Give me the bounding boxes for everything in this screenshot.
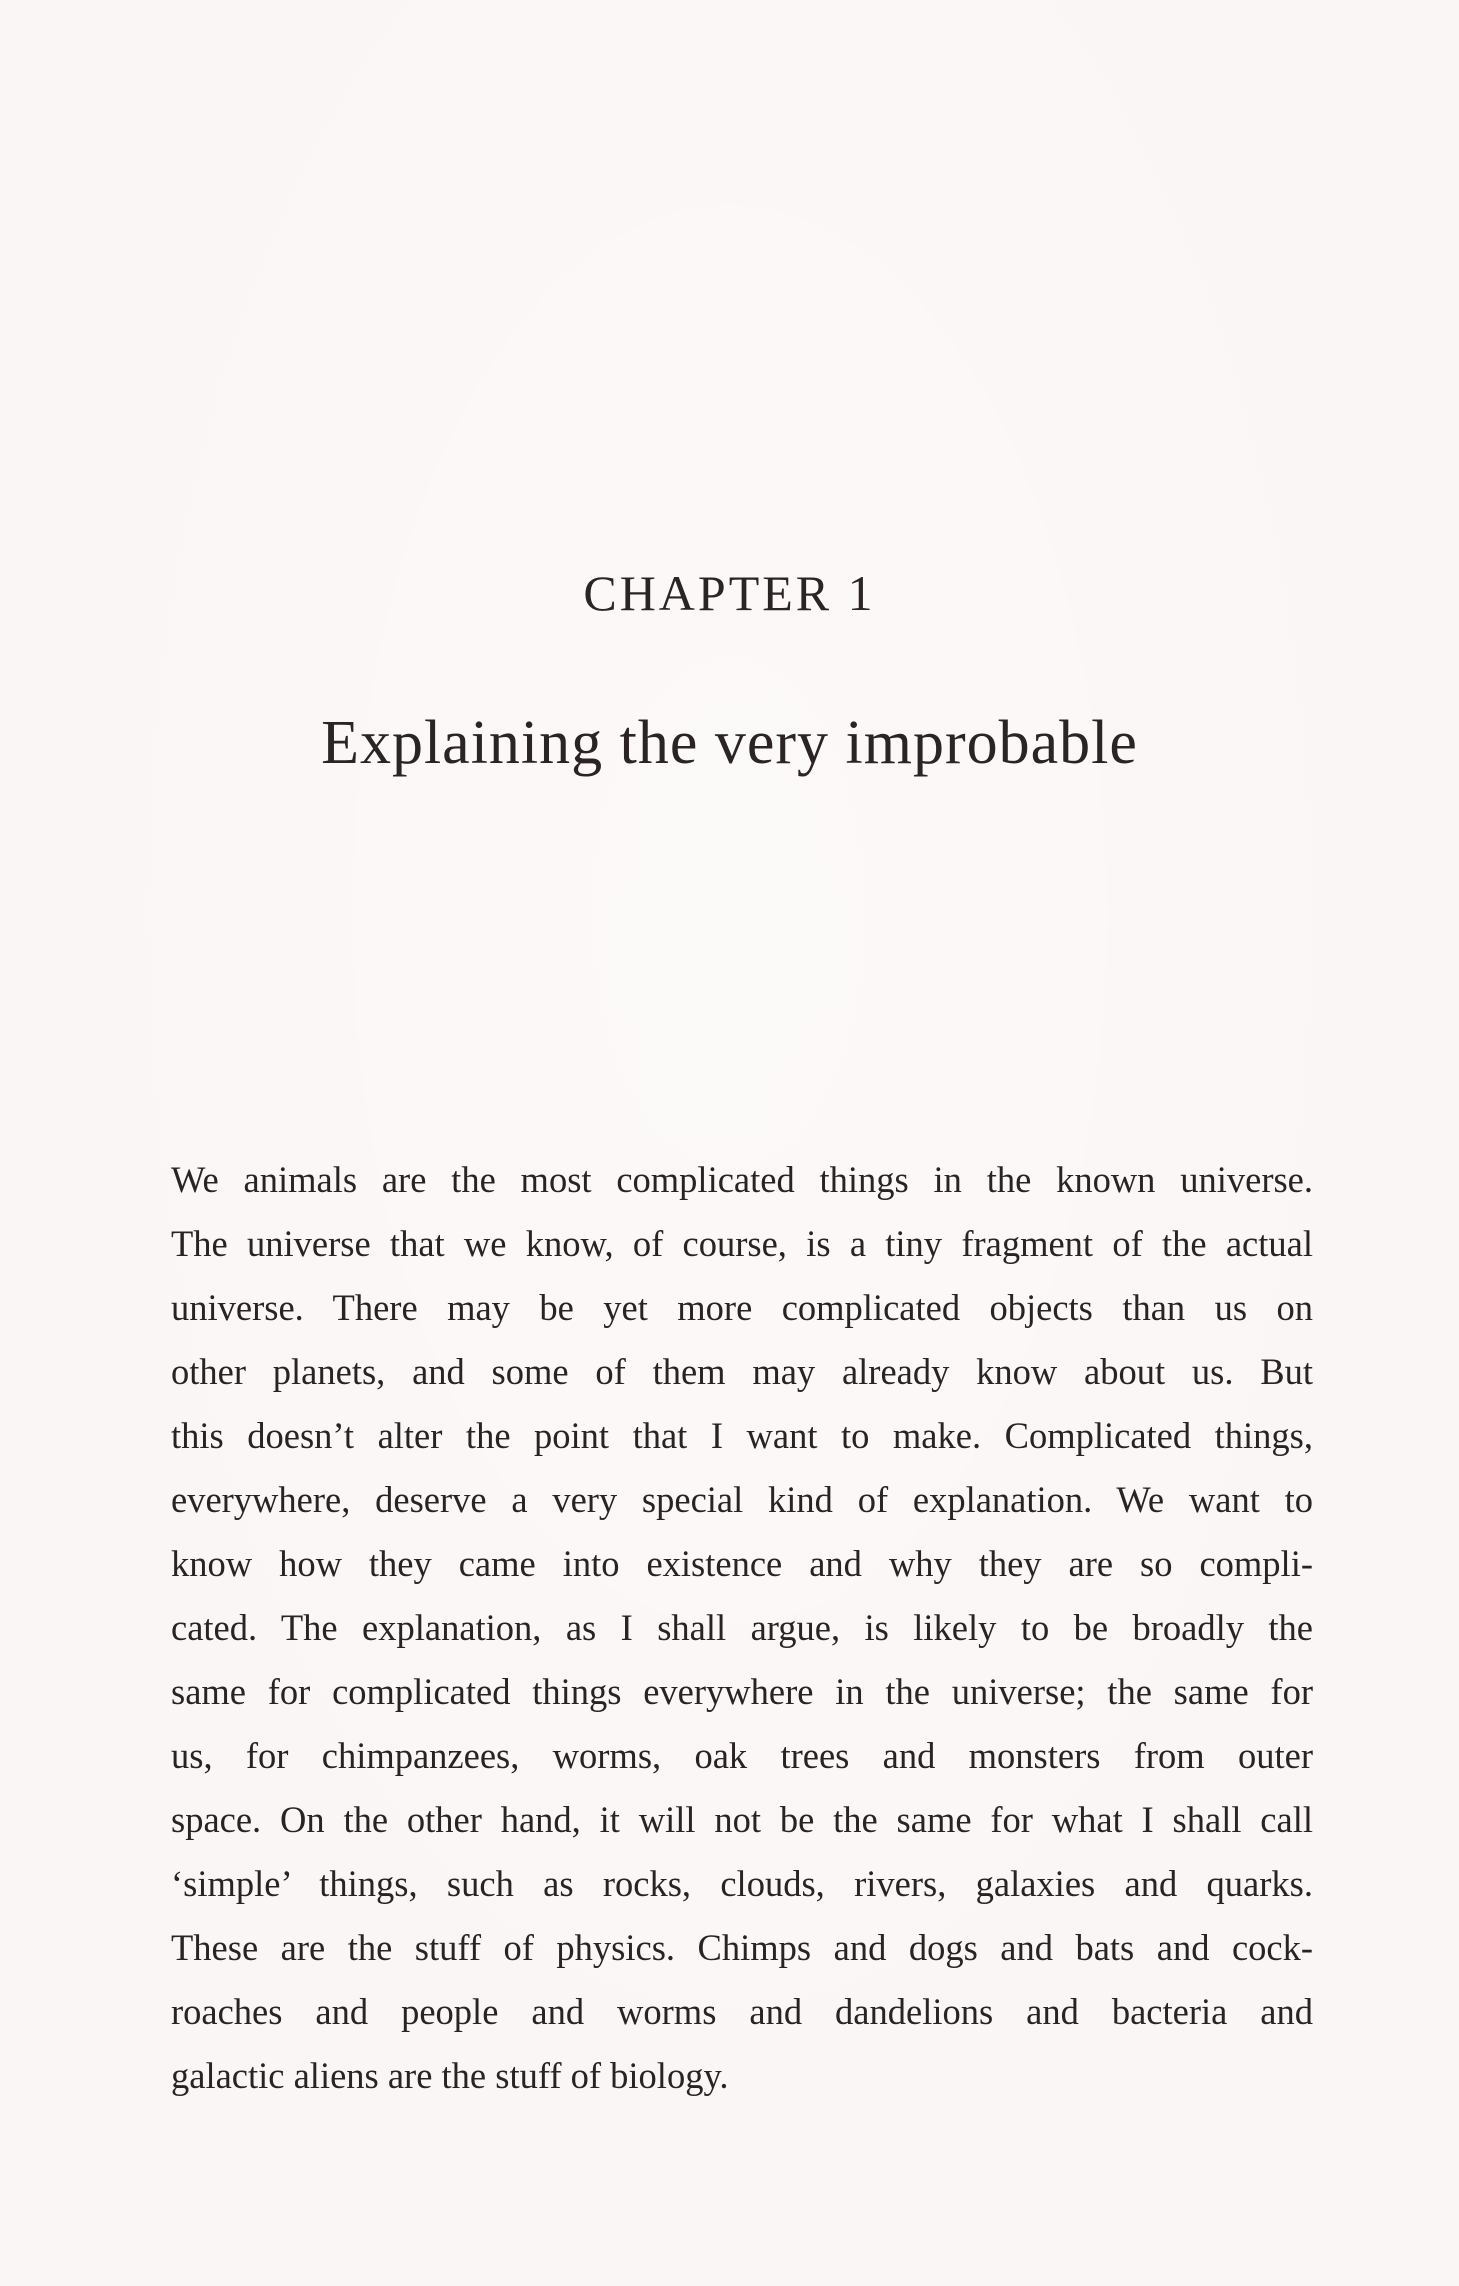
paragraph-line: this doesn’t alter the point that I want to make. Complicated things, (171, 1415, 1313, 1456)
paragraph-line: us, for chimpanzees, worms, oak trees and monsters from outer (171, 1735, 1313, 1776)
chapter-title: Explaining the very improbable (321, 709, 1138, 777)
paragraph-line: We animals are the most complicated things in the known universe. (171, 1159, 1313, 1200)
paragraph-line: universe. There may be yet more complicated objects than us on (171, 1287, 1313, 1328)
paragraph-line: other planets, and some of them may already know about us. But (171, 1351, 1313, 1392)
paragraph-line: space. On the other hand, it will not be the same for what I shall call (171, 1799, 1313, 1840)
body-paragraph (171, 1148, 1313, 2108)
paragraph-line: cated. The explanation, as I shall argue, is likely to be broadly the (171, 1607, 1313, 1648)
paragraph-line: know how they came into existence and why they are so compli- (171, 1543, 1313, 1584)
paragraph-line: ‘simple’ things, such as rocks, clouds, rivers, galaxies and quarks. (171, 1863, 1313, 1904)
paragraph-line: These are the stuff of physics. Chimps and dogs and bats and cock- (171, 1927, 1313, 1968)
paragraph-line: roaches and people and worms and dandelions and bacteria and (171, 1991, 1313, 2032)
paragraph-line: The universe that we know, of course, is a tiny fragment of the actual (171, 1223, 1313, 1264)
paragraph-line: same for complicated things everywhere in the universe; the same for (171, 1671, 1313, 1712)
chapter-label: CHAPTER 1 (583, 565, 876, 621)
paragraph-line: galactic aliens are the stuff of biology. (171, 2055, 729, 2096)
paragraph-line: everywhere, deserve a very special kind of explanation. We want to (171, 1479, 1313, 1520)
